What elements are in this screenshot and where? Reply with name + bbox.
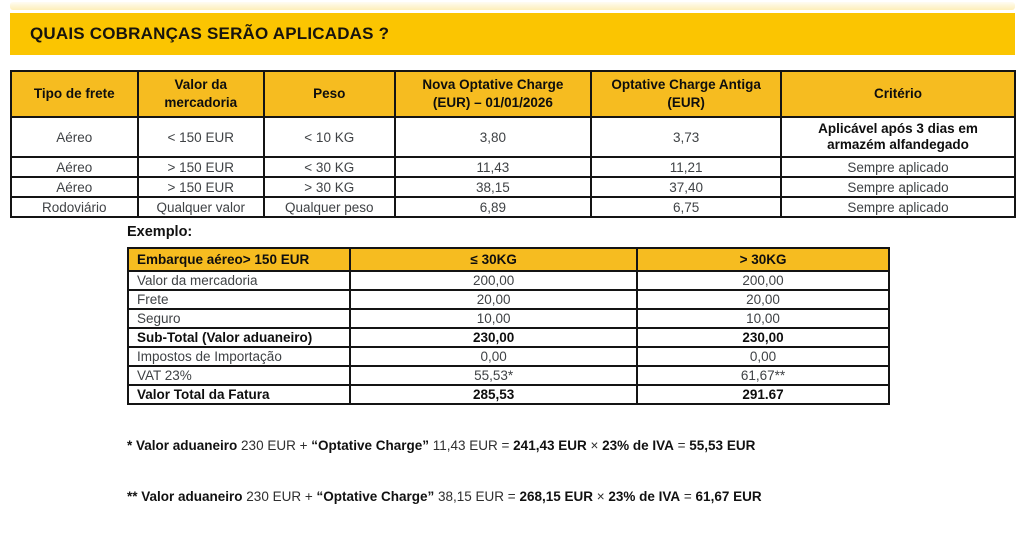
row-label: Valor Total da Fatura xyxy=(128,385,350,404)
cell-tipo-frete: Aéreo xyxy=(11,177,138,197)
example-table-header-row xyxy=(128,248,889,271)
cell-charge-antiga: 11,21 xyxy=(591,157,781,177)
value-gt30: 20,00 xyxy=(637,290,889,309)
header-peso: Peso xyxy=(264,71,395,117)
value-gt30: 0,00 xyxy=(637,347,889,366)
cell-charge-antiga: 3,73 xyxy=(591,117,781,157)
value-gt30: 10,00 xyxy=(637,309,889,328)
value-leq30: 55,53* xyxy=(350,366,637,385)
cell-valor-mercadoria: Qualquer valor xyxy=(138,197,265,217)
cell-criterio: Sempre aplicado xyxy=(781,157,1015,177)
footnote-double-asterisk: ** Valor aduaneiro 230 EUR + “Optative Charge” 38,15 EUR = 268,15 EUR × 23% de IVA = 61,67 EUR xyxy=(127,489,762,504)
cell-nova-charge: 6,89 xyxy=(395,197,592,217)
cell-nova-charge: 38,15 xyxy=(395,177,592,197)
value-gt30: 230,00 xyxy=(637,328,889,347)
cell-charge-antiga: 37,40 xyxy=(591,177,781,197)
row-label: Seguro xyxy=(128,309,350,328)
top-accent-strip xyxy=(10,2,1015,10)
cell-criterio: Sempre aplicado xyxy=(781,197,1015,217)
value-leq30: 285,53 xyxy=(350,385,637,404)
charges-row-aereo-lt150 xyxy=(11,117,1015,157)
header-leq-30kg: ≤ 30KG xyxy=(350,248,637,271)
row-label: Sub-Total (Valor aduaneiro) xyxy=(128,328,350,347)
cell-tipo-frete: Aéreo xyxy=(11,157,138,177)
value-gt30: 61,67** xyxy=(637,366,889,385)
example-row-seguro xyxy=(128,309,889,328)
example-row-vat xyxy=(128,366,889,385)
example-heading: Exemplo: xyxy=(127,224,193,240)
value-leq30: 200,00 xyxy=(350,271,637,290)
row-label: Frete xyxy=(128,290,350,309)
cell-nova-charge: 11,43 xyxy=(395,157,592,177)
value-gt30: 200,00 xyxy=(637,271,889,290)
page-title: QUAIS COBRANÇAS SERÃO APLICADAS ? xyxy=(30,24,390,43)
cell-valor-mercadoria: < 150 EUR xyxy=(138,117,265,157)
example-row-impostos xyxy=(128,347,889,366)
example-row-subtotal xyxy=(128,328,889,347)
value-leq30: 0,00 xyxy=(350,347,637,366)
cell-tipo-frete: Rodoviário xyxy=(11,197,138,217)
header-tipo-de-frete: Tipo de frete xyxy=(11,71,138,117)
example-row-frete xyxy=(128,290,889,309)
cell-charge-antiga: 6,75 xyxy=(591,197,781,217)
value-leq30: 10,00 xyxy=(350,309,637,328)
cell-criterio: Aplicável após 3 dias em armazém alfandegado xyxy=(781,117,1015,157)
title-banner xyxy=(10,13,1015,55)
header-gt-30kg: > 30KG xyxy=(637,248,889,271)
row-label: VAT 23% xyxy=(128,366,350,385)
header-valor-da-mercadoria: Valor da mercadoria xyxy=(138,71,265,117)
header-nova-optative-charge: Nova Optative Charge (EUR) – 01/01/2026 xyxy=(395,71,592,117)
charges-table-header-row xyxy=(11,71,1015,117)
cell-valor-mercadoria: > 150 EUR xyxy=(138,177,265,197)
cell-peso: < 30 KG xyxy=(264,157,395,177)
value-leq30: 230,00 xyxy=(350,328,637,347)
header-criterio: Critério xyxy=(781,71,1015,117)
footnotes xyxy=(127,403,762,539)
cell-peso: Qualquer peso xyxy=(264,197,395,217)
cell-peso: < 10 KG xyxy=(264,117,395,157)
example-row-total-fatura xyxy=(128,385,889,404)
charges-row-rodoviario xyxy=(11,197,1015,217)
cell-criterio: Sempre aplicado xyxy=(781,177,1015,197)
example-table xyxy=(127,247,890,405)
cell-peso: > 30 KG xyxy=(264,177,395,197)
value-gt30: 291.67 xyxy=(637,385,889,404)
charges-row-aereo-lt30kg xyxy=(11,157,1015,177)
charges-table xyxy=(10,70,1016,218)
row-label: Valor da mercadoria xyxy=(128,271,350,290)
example-row-valor-mercadoria xyxy=(128,271,889,290)
value-leq30: 20,00 xyxy=(350,290,637,309)
charges-row-aereo-gt30kg xyxy=(11,177,1015,197)
header-optative-charge-antiga: Optative Charge Antiga (EUR) xyxy=(591,71,781,117)
row-label: Impostos de Importação xyxy=(128,347,350,366)
footnote-single-asterisk: * Valor aduaneiro 230 EUR + “Optative Charge” 11,43 EUR = 241,43 EUR × 23% de IVA = 55,53 EUR xyxy=(127,438,756,453)
cell-tipo-frete: Aéreo xyxy=(11,117,138,157)
header-embarque-aereo: Embarque aéreo> 150 EUR xyxy=(128,248,350,271)
cell-nova-charge: 3,80 xyxy=(395,117,592,157)
cell-valor-mercadoria: > 150 EUR xyxy=(138,157,265,177)
